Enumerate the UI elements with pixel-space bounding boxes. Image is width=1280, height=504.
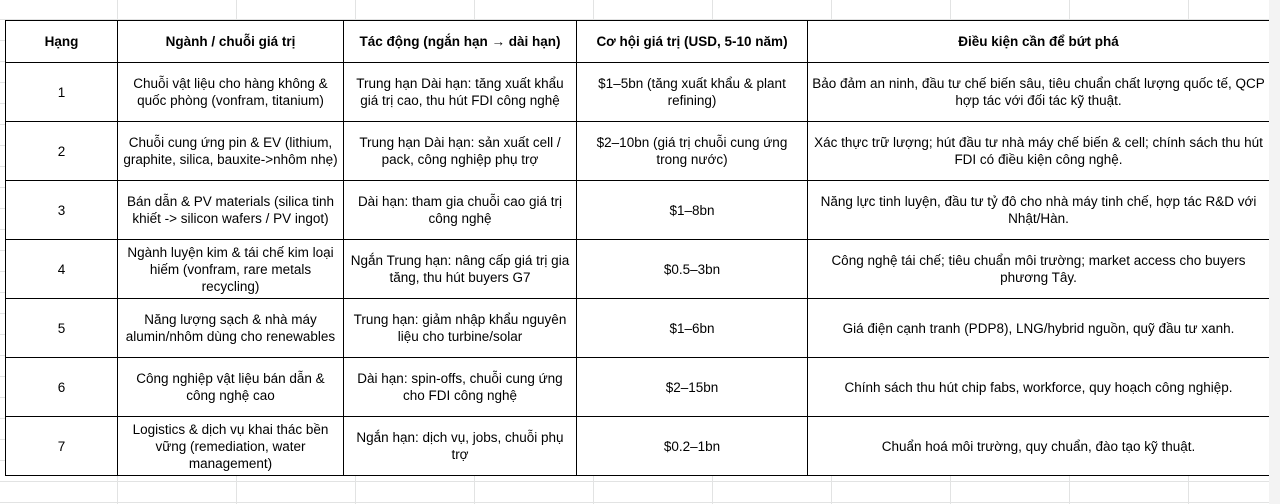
table-row [6, 358, 1270, 417]
header-value[interactable]: Cơ hội giá trị (USD, 5-10 năm) [577, 21, 808, 63]
header-rank[interactable]: Hạng [6, 21, 118, 63]
cell-conditions[interactable]: Năng lực tinh luyện, đầu tư tỷ đô cho nhà máy tinh chế, hợp tác R&D với Nhật/Hàn. [808, 181, 1270, 240]
cell-value[interactable]: $1–6bn [577, 299, 808, 358]
cell-impact[interactable]: Ngắn hạn: dịch vụ, jobs, chuỗi phụ trợ [344, 417, 577, 476]
table-row [6, 63, 1270, 122]
cell-value[interactable]: $2–10bn (giá trị chuỗi cung ứng trong nước) [577, 122, 808, 181]
cell-conditions[interactable]: Chính sách thu hút chip fabs, workforce, quy hoạch công nghiệp. [808, 358, 1270, 417]
header-conditions[interactable]: Điều kiện cần để bứt phá [808, 21, 1270, 63]
table-row [6, 417, 1270, 476]
cell-impact[interactable]: Dài hạn: spin-offs, chuỗi cung ứng cho FDI công nghệ [344, 358, 577, 417]
data-table [5, 20, 1270, 476]
cell-impact[interactable]: Ngắn Trung hạn: nâng cấp giá trị gia tăng, thu hút buyers G7 [344, 240, 577, 299]
cell-conditions[interactable]: Giá điện cạnh tranh (PDP8), LNG/hybrid nguồn, quỹ đầu tư xanh. [808, 299, 1270, 358]
cell-conditions[interactable]: Xác thực trữ lượng; hút đầu tư nhà máy chế biến & cell; chính sách thu hút FDI có điều kiện công nghệ. [808, 122, 1270, 181]
cell-rank[interactable]: 7 [6, 417, 118, 476]
cell-value[interactable]: $2–15bn [577, 358, 808, 417]
right-gutter [1269, 0, 1280, 504]
cell-sector[interactable]: Logistics & dịch vụ khai thác bền vững (remediation, water management) [118, 417, 344, 476]
cell-sector[interactable]: Năng lượng sạch & nhà máy alumin/nhôm dùng cho renewables [118, 299, 344, 358]
table-row [6, 122, 1270, 181]
cell-rank[interactable]: 5 [6, 299, 118, 358]
cell-sector[interactable]: Công nghiệp vật liệu bán dẫn & công nghệ cao [118, 358, 344, 417]
cell-rank[interactable]: 3 [6, 181, 118, 240]
cell-value[interactable]: $1–8bn [577, 181, 808, 240]
cell-value[interactable]: $0.2–1bn [577, 417, 808, 476]
cell-impact[interactable]: Trung hạn Dài hạn: sản xuất cell / pack, công nghiệp phụ trợ [344, 122, 577, 181]
cell-rank[interactable]: 1 [6, 63, 118, 122]
cell-impact[interactable]: Trung hạn: giảm nhập khẩu nguyên liệu cho turbine/solar [344, 299, 577, 358]
header-impact[interactable]: Tác động (ngắn hạn → dài hạn) [344, 21, 577, 63]
table-row [6, 299, 1270, 358]
table-row [6, 240, 1270, 299]
cell-sector[interactable]: Chuỗi cung ứng pin & EV (lithium, graphite, silica, bauxite->nhôm nhẹ) [118, 122, 344, 181]
cell-rank[interactable]: 2 [6, 122, 118, 181]
cell-impact[interactable]: Trung hạn Dài hạn: tăng xuất khẩu giá trị cao, thu hút FDI công nghệ [344, 63, 577, 122]
cell-value[interactable]: $0.5–3bn [577, 240, 808, 299]
cell-rank[interactable]: 4 [6, 240, 118, 299]
header-row [6, 21, 1270, 63]
cell-sector[interactable]: Bán dẫn & PV materials (silica tinh khiết -> silicon wafers / PV ingot) [118, 181, 344, 240]
cell-conditions[interactable]: Bảo đảm an ninh, đầu tư chế biến sâu, tiêu chuẩn chất lượng quốc tế, QCP hợp tác với đối tác kỹ thuật. [808, 63, 1270, 122]
table-row [6, 181, 1270, 240]
cell-value[interactable]: $1–5bn (tăng xuất khẩu & plant refining) [577, 63, 808, 122]
cell-conditions[interactable]: Công nghệ tái chế; tiêu chuẩn môi trường; market access cho buyers phương Tây. [808, 240, 1270, 299]
cell-rank[interactable]: 6 [6, 358, 118, 417]
cell-impact[interactable]: Dài hạn: tham gia chuỗi cao giá trị công nghệ [344, 181, 577, 240]
cell-conditions[interactable]: Chuẩn hoá môi trường, quy chuẩn, đào tạo kỹ thuật. [808, 417, 1270, 476]
cell-sector[interactable]: Chuỗi vật liệu cho hàng không & quốc phòng (vonfram, titanium) [118, 63, 344, 122]
header-sector[interactable]: Ngành / chuỗi giá trị [118, 21, 344, 63]
cell-sector[interactable]: Ngành luyện kim & tái chế kim loại hiếm (vonfram, rare metals recycling) [118, 240, 344, 299]
